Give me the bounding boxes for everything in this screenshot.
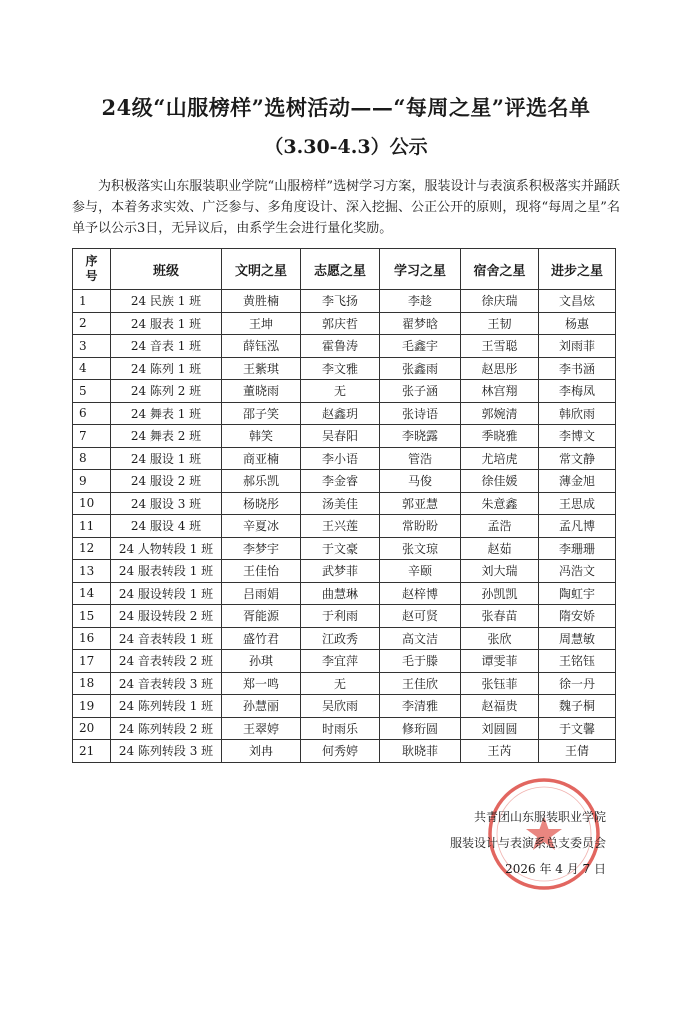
class-name: 24 服设转段 1 班: [111, 582, 222, 605]
column-header: 学习之星: [380, 249, 461, 290]
student-name: 刘圆圆: [461, 717, 539, 740]
student-name: 韩笑: [222, 425, 301, 448]
table-row: [73, 627, 616, 650]
class-name: 24 陈列转段 3 班: [111, 740, 222, 763]
class-name: 24 陈列 1 班: [111, 357, 222, 380]
student-name: 张文琼: [380, 537, 461, 560]
student-name: 吕雨娟: [222, 582, 301, 605]
class-name: 24 民族 1 班: [111, 290, 222, 313]
student-name: 薛钰泓: [222, 335, 301, 358]
student-name: 马俊: [380, 470, 461, 493]
class-name: 24 音表转段 2 班: [111, 650, 222, 673]
student-name: 张鑫雨: [380, 357, 461, 380]
student-name: 无: [301, 672, 380, 695]
table-row: [73, 357, 616, 380]
student-name: 毛于滕: [380, 650, 461, 673]
student-name: 李清雅: [380, 695, 461, 718]
table-row: [73, 312, 616, 335]
issuing-organization: 共青团山东服装职业学院: [473, 810, 606, 824]
student-name: 孙琪: [222, 650, 301, 673]
student-name: 无: [301, 380, 380, 403]
table-row: [73, 447, 616, 470]
table-row: [73, 402, 616, 425]
student-name: 郝乐凯: [222, 470, 301, 493]
student-name: 时雨乐: [301, 717, 380, 740]
class-name: 24 舞表 2 班: [111, 425, 222, 448]
student-name: 商亚楠: [222, 447, 301, 470]
document-title: 24级“山服榜样”选树活动——“每周之星”评选名单: [101, 95, 591, 120]
student-name: 杨惠: [539, 312, 616, 335]
table-row: [73, 515, 616, 538]
student-name: 王兴莲: [301, 515, 380, 538]
student-name: 毛鑫宇: [380, 335, 461, 358]
student-name: 修珩圆: [380, 717, 461, 740]
row-number: 6: [73, 402, 111, 425]
row-number: 7: [73, 425, 111, 448]
row-number: 15: [73, 605, 111, 628]
table-row: [73, 740, 616, 763]
table-row: [73, 695, 616, 718]
student-name: 孙慧丽: [222, 695, 301, 718]
student-name: 孟浩: [461, 515, 539, 538]
student-name: 于利雨: [301, 605, 380, 628]
student-name: 胥能源: [222, 605, 301, 628]
table-row: [73, 537, 616, 560]
student-name: 谭雯菲: [461, 650, 539, 673]
student-name: 于文馨: [539, 717, 616, 740]
row-number: 11: [73, 515, 111, 538]
student-name: 李宜萍: [301, 650, 380, 673]
announcement-paragraph: 为积极落实山东服装职业学院“山服榜样”选树学习方案，服装设计与表演系积极落实并踊跃参与，本着务求实效、广泛参与、多角度设计、深入挖掘、公正公开的原则，现将“每周之星”名单予以公示3日，无异议后，由系学生会进行量化奖励。: [72, 179, 620, 236]
table-header-row: [73, 249, 616, 290]
student-name: 林宫翔: [461, 380, 539, 403]
column-header: 序 号: [73, 249, 111, 290]
row-number: 4: [73, 357, 111, 380]
student-name: 徐佳媛: [461, 470, 539, 493]
row-number: 3: [73, 335, 111, 358]
class-name: 24 服设 3 班: [111, 492, 222, 515]
student-name: 李梦宇: [222, 537, 301, 560]
table-row: [73, 605, 616, 628]
row-number: 16: [73, 627, 111, 650]
table-row: [73, 335, 616, 358]
student-name: 隋安娇: [539, 605, 616, 628]
table-row: [73, 425, 616, 448]
student-name: 王倩: [539, 740, 616, 763]
class-name: 24 服表 1 班: [111, 312, 222, 335]
student-name: 郭庆哲: [301, 312, 380, 335]
student-name: 李趁: [380, 290, 461, 313]
table-row: [73, 470, 616, 493]
student-name: 李书涵: [539, 357, 616, 380]
student-name: 季晓雅: [461, 425, 539, 448]
student-name: 王紫琪: [222, 357, 301, 380]
student-name: 王坤: [222, 312, 301, 335]
student-name: 张子涵: [380, 380, 461, 403]
student-name: 王韧: [461, 312, 539, 335]
class-name: 24 服设 4 班: [111, 515, 222, 538]
student-name: 邵子笑: [222, 402, 301, 425]
class-name: 24 服设转段 2 班: [111, 605, 222, 628]
class-name: 24 陈列转段 1 班: [111, 695, 222, 718]
student-name: 黄胜楠: [222, 290, 301, 313]
student-name: 高文洁: [380, 627, 461, 650]
student-name: 赵鑫玥: [301, 402, 380, 425]
row-number: 17: [73, 650, 111, 673]
student-name: 汤美佳: [301, 492, 380, 515]
student-name: 翟梦晗: [380, 312, 461, 335]
student-name: 于文豪: [301, 537, 380, 560]
student-name: 刘大瑞: [461, 560, 539, 583]
stars-table: [72, 248, 616, 763]
table-row: [73, 717, 616, 740]
column-header: 志愿之星: [301, 249, 380, 290]
document-subtitle: （3.30-4.3）公示: [264, 136, 428, 158]
table-row: [73, 650, 616, 673]
class-name: 24 音表 1 班: [111, 335, 222, 358]
student-name: 江政秀: [301, 627, 380, 650]
student-name: 李晓露: [380, 425, 461, 448]
student-name: 曲慧琳: [301, 582, 380, 605]
class-name: 24 陈列 2 班: [111, 380, 222, 403]
student-name: 董晓雨: [222, 380, 301, 403]
row-number: 10: [73, 492, 111, 515]
student-name: 李珊珊: [539, 537, 616, 560]
student-name: 辛颐: [380, 560, 461, 583]
table-row: [73, 290, 616, 313]
student-name: 赵可贤: [380, 605, 461, 628]
student-name: 吴欣雨: [301, 695, 380, 718]
student-name: 何秀婷: [301, 740, 380, 763]
row-number: 13: [73, 560, 111, 583]
student-name: 张诗语: [380, 402, 461, 425]
student-name: 王铭钰: [539, 650, 616, 673]
column-header: 班级: [111, 249, 222, 290]
student-name: 赵福贵: [461, 695, 539, 718]
student-name: 文昌炫: [539, 290, 616, 313]
student-name: 常盼盼: [380, 515, 461, 538]
class-name: 24 服表转段 1 班: [111, 560, 222, 583]
student-name: 杨晓彤: [222, 492, 301, 515]
student-name: 李飞扬: [301, 290, 380, 313]
student-name: 赵梓博: [380, 582, 461, 605]
column-header: 文明之星: [222, 249, 301, 290]
student-name: 张春苗: [461, 605, 539, 628]
student-name: 王翠婷: [222, 717, 301, 740]
student-name: 耿晓菲: [380, 740, 461, 763]
student-name: 孙凯凯: [461, 582, 539, 605]
student-name: 李金睿: [301, 470, 380, 493]
student-name: 郭婉清: [461, 402, 539, 425]
row-number: 5: [73, 380, 111, 403]
student-name: 赵茹: [461, 537, 539, 560]
student-name: 辛夏冰: [222, 515, 301, 538]
row-number: 21: [73, 740, 111, 763]
column-header: 宿舍之星: [461, 249, 539, 290]
student-name: 盛竹君: [222, 627, 301, 650]
row-number: 19: [73, 695, 111, 718]
row-number: 12: [73, 537, 111, 560]
class-name: 24 舞表 1 班: [111, 402, 222, 425]
row-number: 18: [73, 672, 111, 695]
student-name: 徐庆瑞: [461, 290, 539, 313]
student-name: 刘冉: [222, 740, 301, 763]
student-name: 常文静: [539, 447, 616, 470]
table-row: [73, 672, 616, 695]
student-name: 王佳怡: [222, 560, 301, 583]
student-name: 魏子桐: [539, 695, 616, 718]
row-number: 2: [73, 312, 111, 335]
student-name: 李博文: [539, 425, 616, 448]
issue-date: 2026 年 4 月 7 日: [505, 862, 606, 876]
column-header: 进步之星: [539, 249, 616, 290]
student-name: 冯浩文: [539, 560, 616, 583]
student-name: 徐一丹: [539, 672, 616, 695]
student-name: 李文雅: [301, 357, 380, 380]
student-name: 霍鲁涛: [301, 335, 380, 358]
student-name: 王佳欣: [380, 672, 461, 695]
student-name: 武梦菲: [301, 560, 380, 583]
student-name: 王雪聪: [461, 335, 539, 358]
class-name: 24 音表转段 3 班: [111, 672, 222, 695]
table-row: [73, 582, 616, 605]
issuing-committee: 服装设计与表演系总支委员会: [449, 836, 606, 850]
row-number: 8: [73, 447, 111, 470]
class-name: 24 服设 1 班: [111, 447, 222, 470]
row-number: 20: [73, 717, 111, 740]
row-number: 14: [73, 582, 111, 605]
student-name: 张欣: [461, 627, 539, 650]
student-name: 李小语: [301, 447, 380, 470]
student-name: 郭亚慧: [380, 492, 461, 515]
row-number: 1: [73, 290, 111, 313]
student-name: 刘雨菲: [539, 335, 616, 358]
student-name: 陶虹宇: [539, 582, 616, 605]
table-row: [73, 380, 616, 403]
student-name: 管浩: [380, 447, 461, 470]
student-name: 孟凡博: [539, 515, 616, 538]
student-name: 吴春阳: [301, 425, 380, 448]
student-name: 王芮: [461, 740, 539, 763]
student-name: 周慧敏: [539, 627, 616, 650]
student-name: 郑一鸣: [222, 672, 301, 695]
student-name: 李梅凤: [539, 380, 616, 403]
student-name: 朱意鑫: [461, 492, 539, 515]
class-name: 24 陈列转段 2 班: [111, 717, 222, 740]
class-name: 24 音表转段 1 班: [111, 627, 222, 650]
row-number: 9: [73, 470, 111, 493]
student-name: 薄金旭: [539, 470, 616, 493]
class-name: 24 服设 2 班: [111, 470, 222, 493]
class-name: 24 人物转段 1 班: [111, 537, 222, 560]
table-row: [73, 560, 616, 583]
student-name: 韩欣雨: [539, 402, 616, 425]
student-name: 尤培虎: [461, 447, 539, 470]
student-name: 王思成: [539, 492, 616, 515]
student-name: 赵思彤: [461, 357, 539, 380]
student-name: 张钰菲: [461, 672, 539, 695]
table-row: [73, 492, 616, 515]
